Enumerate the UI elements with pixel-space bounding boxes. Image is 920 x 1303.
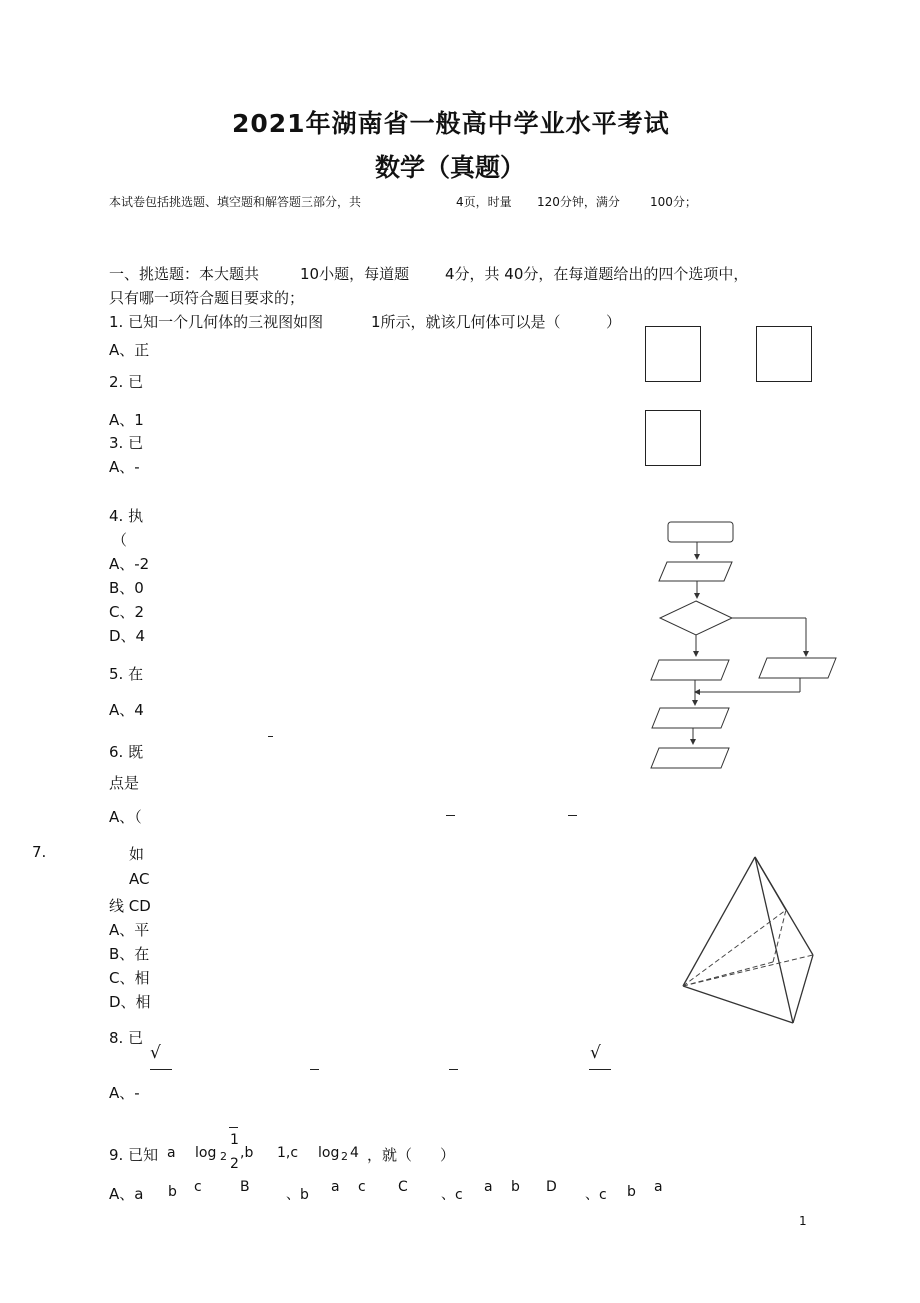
q1-option-a: A、正 bbox=[109, 341, 150, 359]
flowchart-process-right bbox=[759, 658, 836, 678]
q6-dash-mark-2 bbox=[568, 815, 577, 816]
q8-sqrt-1: √ bbox=[150, 1043, 161, 1063]
three-view-front-square bbox=[645, 326, 701, 382]
page-number: 1 bbox=[799, 1214, 807, 1228]
page-title: 2021年湖南省一般高中学业水平考试 bbox=[232, 109, 670, 138]
q7-option-d: D、相 bbox=[109, 993, 151, 1011]
q2-text: 2. 已 bbox=[109, 373, 144, 391]
q1-text-a: 1. 已知一个几何体的三视图如图 bbox=[109, 313, 324, 331]
q5-text: 5. 在 bbox=[109, 665, 144, 683]
q4-option-a: A、-2 bbox=[109, 555, 150, 573]
q4-text: 4. 执 bbox=[109, 507, 144, 525]
q9-four: 4 bbox=[350, 1145, 359, 1161]
q4-option-b: B、0 bbox=[109, 579, 144, 597]
q9-option-a: A、a bbox=[109, 1185, 144, 1203]
q9-option-d-2: b bbox=[627, 1184, 636, 1200]
flowchart-start bbox=[668, 522, 733, 542]
q8-dash-mark-2 bbox=[449, 1069, 458, 1070]
section1-line1-c: 4分，共 40分，在每道题给出的四个选项中， bbox=[445, 265, 749, 283]
q9-option-b-3: c bbox=[358, 1179, 366, 1195]
q9-paren-close: ） bbox=[440, 1146, 456, 1164]
q1-paren-close: ） bbox=[606, 313, 622, 331]
q2-option-a: A、1 bbox=[109, 411, 144, 429]
q9-text: 9. 已知 bbox=[109, 1146, 159, 1164]
q5-dash-mark bbox=[268, 736, 273, 737]
q9-log-2: log bbox=[318, 1145, 340, 1161]
q8-fraction-bar-2 bbox=[589, 1069, 611, 1070]
q9-log-base-1: 2 bbox=[220, 1150, 227, 1163]
q8-dash-mark-1 bbox=[310, 1069, 319, 1070]
q9-option-b-1: 、b bbox=[286, 1187, 309, 1203]
q9-var-a: a bbox=[167, 1145, 176, 1161]
q9-option-a-2: c bbox=[194, 1179, 202, 1195]
q7-option-a: A、平 bbox=[109, 921, 150, 939]
q9-overline bbox=[229, 1127, 238, 1128]
q9-option-d-1: 、c bbox=[585, 1187, 607, 1203]
instructions-score: 100分； bbox=[650, 195, 697, 209]
q9-frac-den: 2 bbox=[230, 1156, 239, 1172]
section1-line1-b: 10小题，每道题 bbox=[300, 265, 410, 283]
q9-option-c-letter: C bbox=[398, 1179, 408, 1195]
q9-option-a-1: b bbox=[168, 1184, 177, 1200]
instructions-pages: 4页，时量 bbox=[456, 195, 512, 209]
q3-option-a: A、- bbox=[109, 458, 140, 476]
pyramid-figure bbox=[675, 850, 825, 1030]
flowchart-process-left bbox=[651, 660, 729, 680]
section1-line2: 只有哪一项符合题目要求的； bbox=[109, 289, 305, 307]
q9-option-b-2: a bbox=[331, 1179, 340, 1195]
q9-option-c-1: 、c bbox=[441, 1187, 463, 1203]
q9-option-d-letter: D bbox=[546, 1179, 557, 1195]
q3-text: 3. 已 bbox=[109, 434, 144, 452]
q4-option-d: D、4 bbox=[109, 627, 146, 645]
q7-line3: 线 CD bbox=[109, 897, 151, 915]
q1-text-b: 1所示，就该几何体可以是（ bbox=[371, 313, 561, 331]
q6-line2: 点是 bbox=[109, 774, 140, 792]
q4-option-c: C、2 bbox=[109, 603, 145, 621]
q8-option-a: A、- bbox=[109, 1084, 140, 1102]
q7-option-b: B、在 bbox=[109, 945, 150, 963]
q9-frac-num: 1 bbox=[230, 1132, 239, 1148]
q9-option-c-3: b bbox=[511, 1179, 520, 1195]
q7-text: 如 bbox=[129, 845, 145, 863]
page-subtitle: 数学（真题） bbox=[375, 153, 526, 182]
q8-fraction-bar-1 bbox=[150, 1069, 172, 1070]
q9-tail: ，就（ bbox=[367, 1146, 413, 1164]
q8-sqrt-2: √ bbox=[590, 1043, 601, 1063]
q9-c-part: 1,c bbox=[277, 1145, 299, 1161]
q6-dash-mark-1 bbox=[446, 815, 455, 816]
section1-line1-a: 一、挑选题：本大题共 bbox=[109, 265, 260, 283]
q6-option-a: A、（ bbox=[109, 808, 142, 826]
q7-line2: AC bbox=[129, 870, 150, 888]
flowchart-process-3 bbox=[652, 708, 729, 728]
q5-option-a: A、4 bbox=[109, 701, 144, 719]
q6-text: 6. 既 bbox=[109, 743, 144, 761]
flowchart-output bbox=[651, 748, 729, 768]
q8-text: 8. 已 bbox=[109, 1029, 144, 1047]
instructions-minutes: 120分钟，满分 bbox=[537, 195, 620, 209]
q9-log-1: log bbox=[195, 1145, 217, 1161]
q9-b-part: ,b bbox=[240, 1145, 254, 1161]
instructions-part1: 本试卷包括挑选题、填空题和解答题三部分，共 bbox=[109, 195, 362, 209]
three-view-side-square bbox=[756, 326, 812, 382]
flowchart-diagram bbox=[640, 515, 840, 775]
q4-paren: （ bbox=[112, 531, 128, 549]
flowchart-input bbox=[659, 562, 732, 581]
q9-option-c-2: a bbox=[484, 1179, 493, 1195]
q9-log-base-2: 2 bbox=[341, 1150, 348, 1163]
flowchart-decision bbox=[660, 601, 732, 635]
three-view-top-square bbox=[645, 410, 701, 466]
q9-option-d-3: a bbox=[654, 1179, 663, 1195]
q9-option-b-letter: B bbox=[240, 1179, 250, 1195]
q7-option-c: C、相 bbox=[109, 969, 150, 987]
q7-number: 7. bbox=[32, 843, 47, 861]
